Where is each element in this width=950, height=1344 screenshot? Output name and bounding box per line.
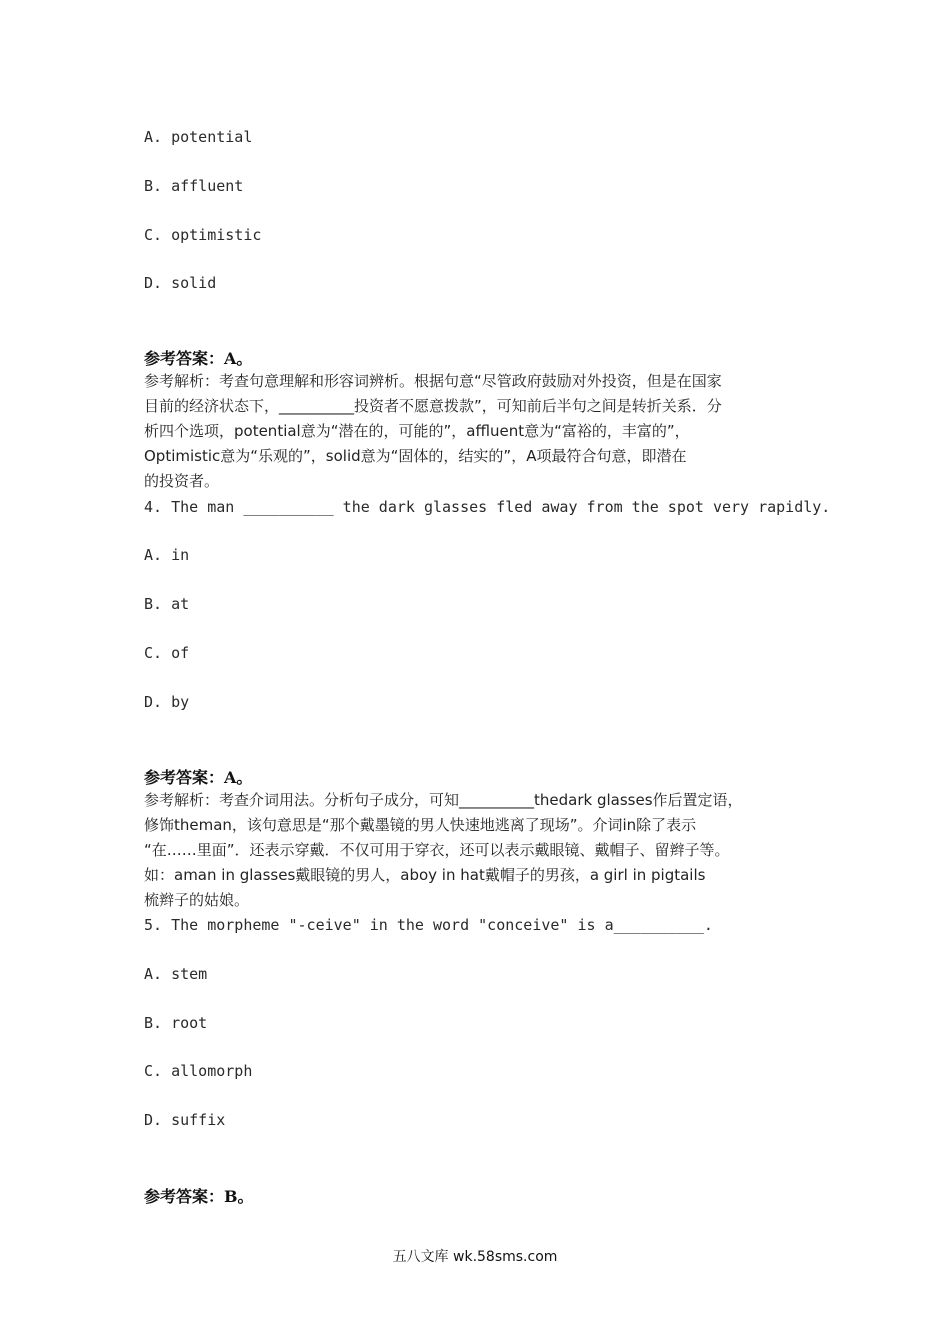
q3-answer: 参考答案：A。 [144, 349, 253, 368]
q4-option-c: C. of [144, 644, 190, 662]
q3-option-a: A. potential [144, 128, 253, 146]
q4-option-a: A. in [144, 546, 190, 564]
page-footer: 五八文库 wk.58sms.com [392, 1249, 558, 1265]
q4-explanation-line: 梳辫子的姑娘。 [144, 891, 250, 909]
q5-option-d: D. suffix [144, 1111, 226, 1129]
q4-explanation-line: 修饰theman，该句意思是“那个戴墨镜的男人快速地逃离了现场”。介词in除了表示 [144, 816, 697, 834]
q4-explanation-line: 如：aman in glasses戴眼镜的男人，aboy in hat戴帽子的男孩，a girl in pigtails [144, 866, 706, 884]
q3-option-c: C. optimistic [144, 226, 262, 244]
q3-explanation-line: 析四个选项，potential意为“潜在的，可能的”，affluent意为“富裕的，丰富的”， [144, 422, 690, 440]
q4-option-b: B. at [144, 595, 190, 613]
q3-explanation-line: 目前的经济状态下，__________投资者不愿意拨款”，可知前后半句之间是转折关系．分 [144, 397, 722, 415]
q5-question: 5. The morpheme "-ceive" in the word "conceive" is a__________. [144, 916, 713, 934]
q3-explanation-line: Optimistic意为“乐观的”，solid意为“固体的，结实的”，A项最符合句意，即潜在 [144, 447, 687, 465]
q4-explanation [144, 788, 743, 913]
q5-option-c: C. allomorph [144, 1062, 253, 1080]
q3-option-d: D. solid [144, 274, 217, 292]
q5-option-a: A. stem [144, 965, 208, 983]
q4-question: 4. The man __________ the dark glasses fled away from the spot very rapidly. [144, 498, 831, 516]
q4-option-d: D. by [144, 693, 190, 711]
q4-explanation-line: 参考解析：考查介词用法。分析句子成分，可知__________thedark glasses作后置定语， [144, 791, 743, 809]
q4-answer: 参考答案：A。 [144, 768, 253, 787]
q5-answer: 参考答案：B。 [144, 1187, 254, 1206]
q4-explanation-line: “在……里面”．还表示穿戴．不仅可用于穿衣，还可以表示戴眼镜、戴帽子、留辫子等。 [144, 841, 730, 859]
q3-explanation [144, 369, 722, 494]
q3-explanation-line: 的投资者。 [144, 472, 220, 490]
q3-explanation-line: 参考解析：考查句意理解和形容词辨析。根据句意“尽管政府鼓励对外投资，但是在国家 [144, 372, 722, 390]
q5-option-b: B. root [144, 1014, 208, 1032]
q3-option-b: B. affluent [144, 177, 244, 195]
